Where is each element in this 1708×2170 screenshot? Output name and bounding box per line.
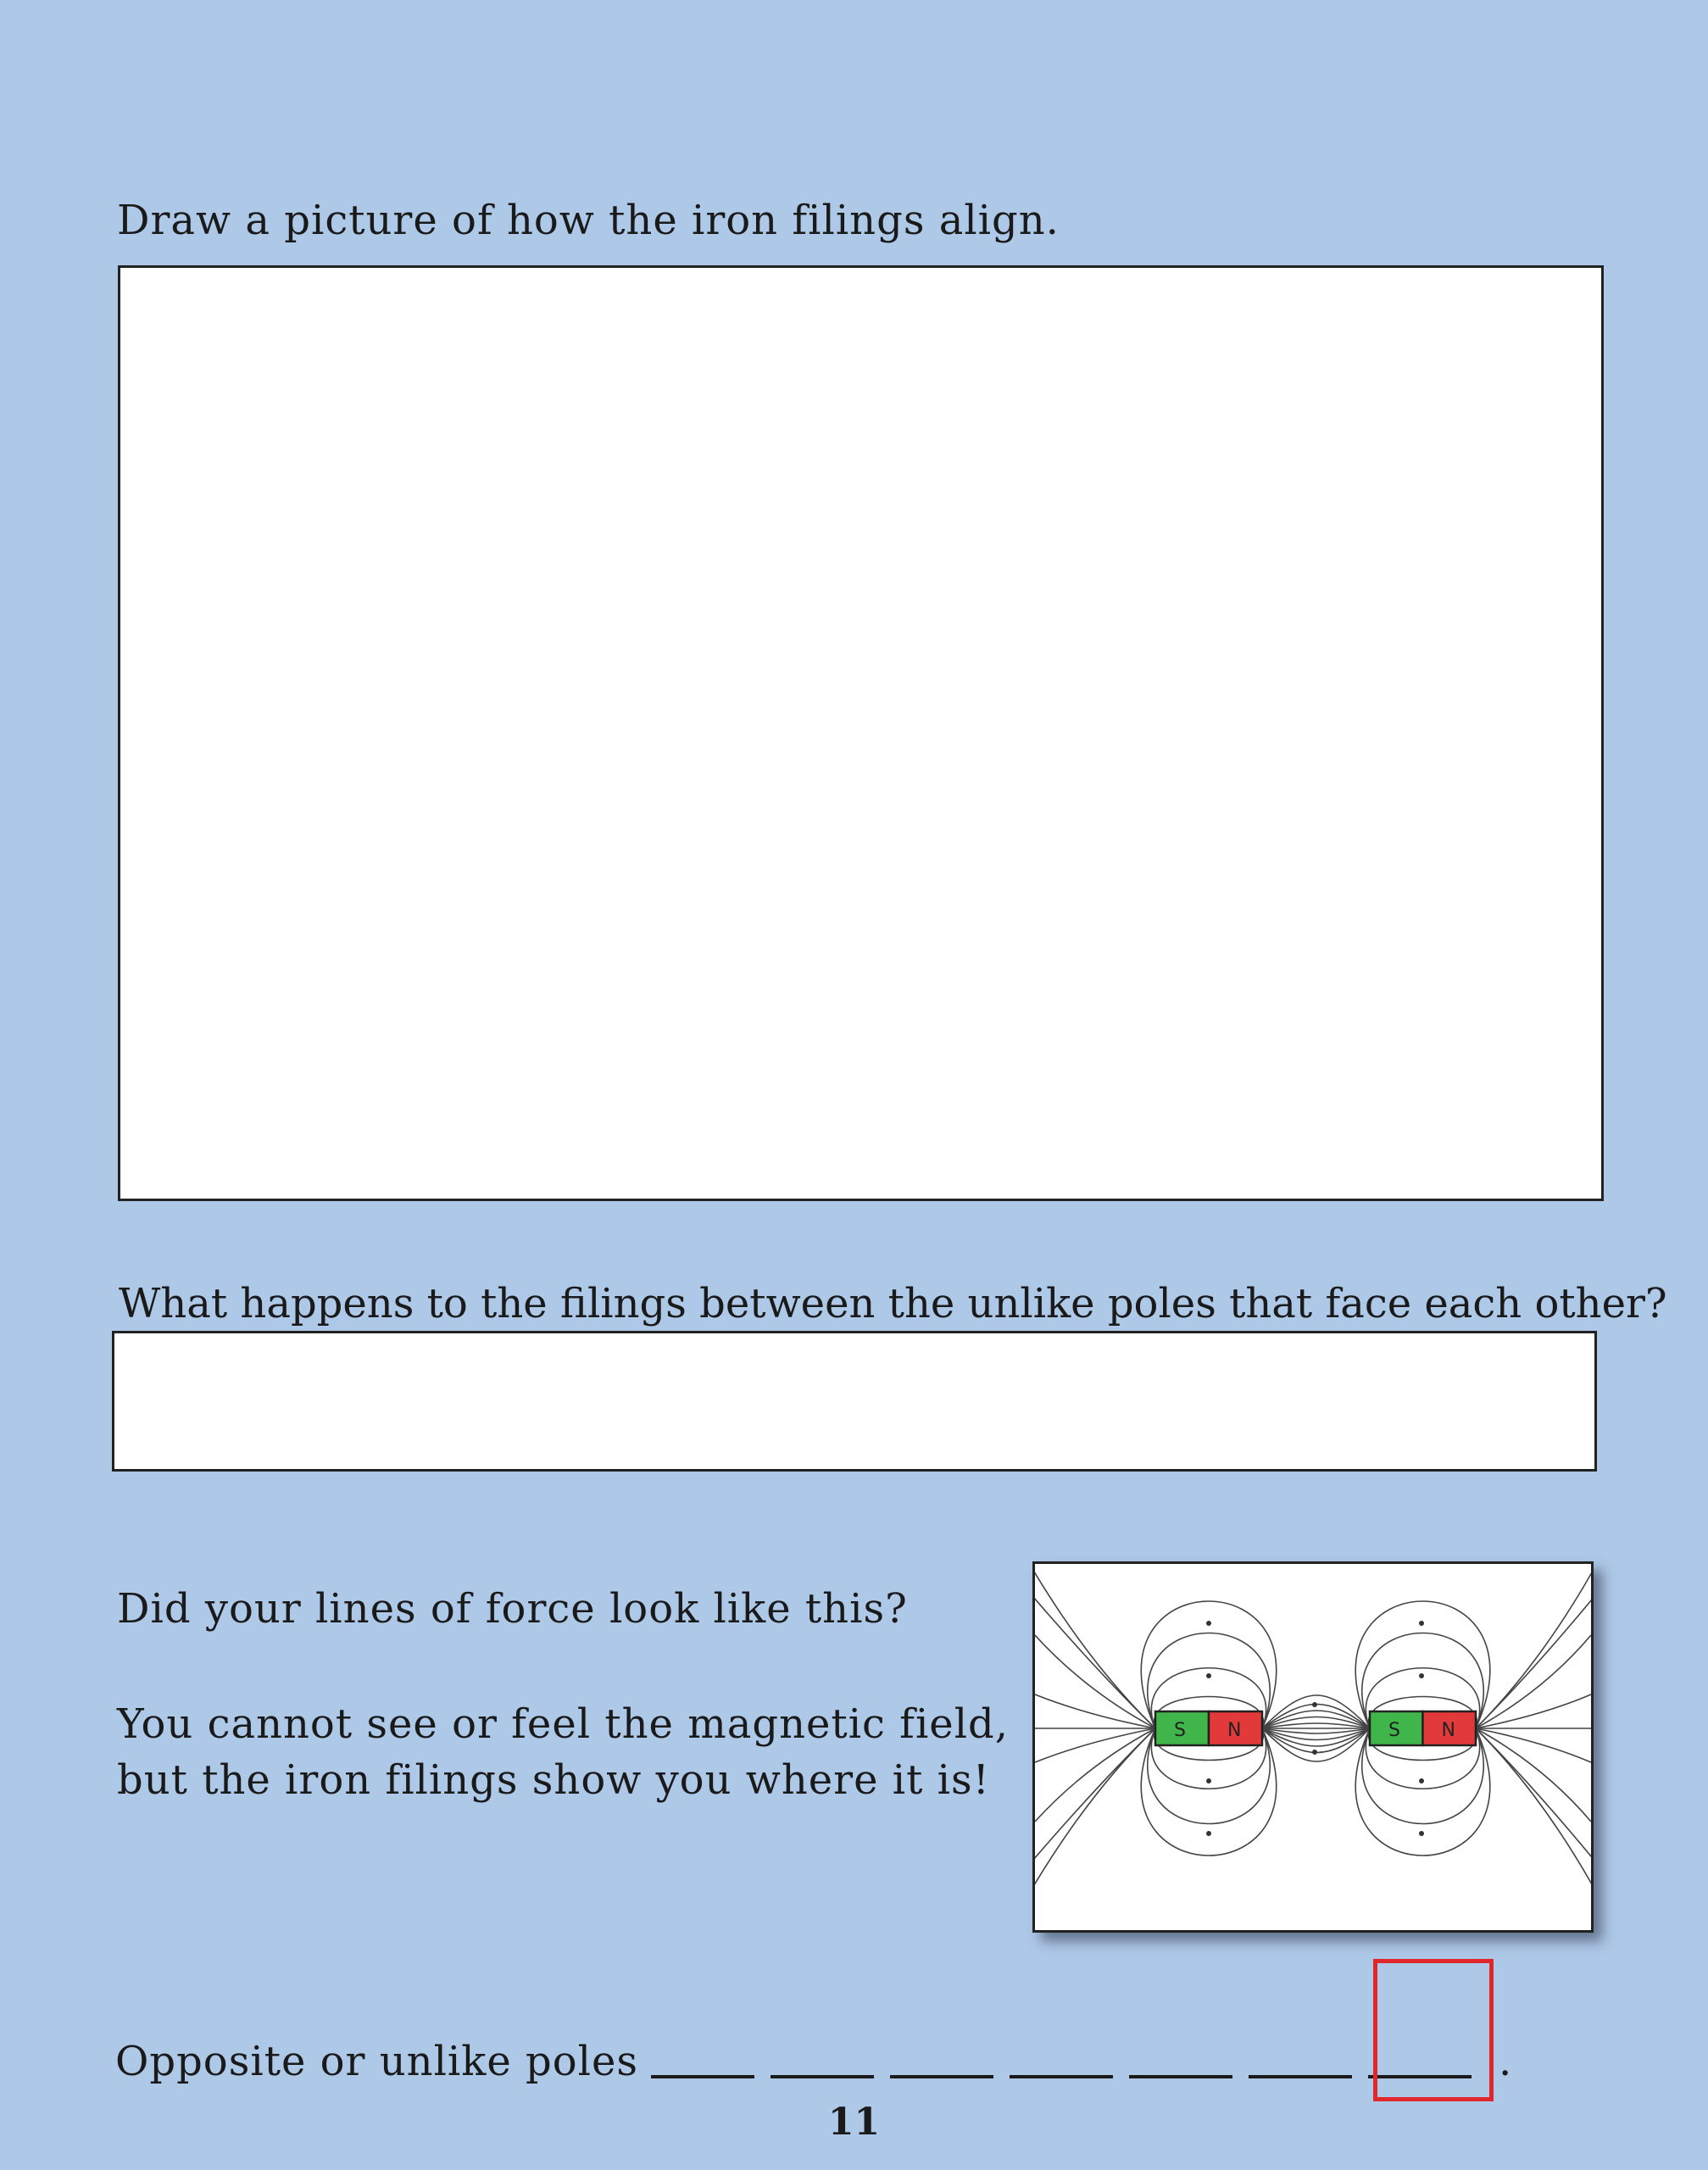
- south-pole-label-2: S: [1388, 1720, 1400, 1741]
- field-arrow-marker-10: [1312, 1750, 1317, 1755]
- letter-blank-1[interactable]: [651, 2075, 754, 2078]
- outer-left-line-8: [1035, 1728, 1155, 1898]
- magnetic-field-statement-line-2: but the iron filings show you where it is!: [117, 1756, 990, 1804]
- between-line-bottom-1: [1262, 1728, 1370, 1733]
- field-arrow-marker-5: [1206, 1621, 1211, 1626]
- field-arrow-marker-9: [1312, 1702, 1317, 1707]
- south-pole-label-1: S: [1174, 1720, 1186, 1741]
- letter-blank-5[interactable]: [1129, 2075, 1232, 2078]
- field-arrow-marker-6: [1206, 1831, 1211, 1836]
- between-line-top-1: [1262, 1723, 1370, 1728]
- outer-right-line-8: [1476, 1728, 1591, 1898]
- unlike-poles-question: What happens to the filings between the unlike poles that face each other?: [119, 1280, 1667, 1327]
- field-arrow-marker-2: [1206, 1778, 1211, 1783]
- page-number: 11: [827, 2100, 881, 2144]
- letter-blank-2[interactable]: [771, 2075, 874, 2078]
- magnetic-field-statement-line-1: You cannot see or feel the magnetic field,: [117, 1700, 1010, 1748]
- outer-left-line-1: [1035, 1564, 1155, 1728]
- outer-left-line-2: [1035, 1564, 1155, 1728]
- letter-blank-3[interactable]: [890, 2075, 993, 2078]
- outer-left-line-4: [1035, 1694, 1155, 1728]
- field-arrow-marker-8: [1419, 1831, 1424, 1836]
- field-loop-bottom-2-4: [1355, 1728, 1490, 1856]
- field-arrow-marker-3: [1419, 1673, 1424, 1678]
- field-arrow-marker-4: [1419, 1778, 1424, 1783]
- outer-right-line-7: [1476, 1728, 1591, 1898]
- lines-of-force-question: Did your lines of force look like this?: [117, 1585, 908, 1633]
- bar-magnet-2: [1370, 1711, 1476, 1745]
- field-loop-top-2-4: [1355, 1601, 1490, 1728]
- letter-blank-4[interactable]: [1010, 2075, 1113, 2078]
- letter-blank-6[interactable]: [1249, 2075, 1352, 2078]
- outer-right-line-1: [1476, 1564, 1591, 1728]
- fill-in-sentence: Opposite or unlike poles: [115, 2038, 639, 2085]
- outer-left-line-7: [1035, 1728, 1155, 1898]
- north-pole-label-2: N: [1441, 1720, 1455, 1741]
- field-arrow-marker-7: [1419, 1621, 1424, 1626]
- field-loop-top-1-4: [1141, 1601, 1277, 1728]
- field-arrow-marker-1: [1206, 1673, 1211, 1678]
- field-loop-bottom-1-4: [1141, 1728, 1277, 1856]
- outer-left-line-5: [1035, 1728, 1155, 1762]
- sentence-period: .: [1499, 2038, 1512, 2085]
- answer-box[interactable]: [112, 1331, 1597, 1472]
- magnetic-field-lines-figure: [1032, 1561, 1594, 1933]
- outer-right-line-2: [1476, 1564, 1591, 1728]
- drawing-area[interactable]: [118, 265, 1604, 1201]
- north-pole-label-1: N: [1227, 1720, 1242, 1741]
- bar-magnet-1: [1155, 1711, 1262, 1745]
- highlighted-blank-box: [1373, 1959, 1494, 2101]
- draw-prompt: Draw a picture of how the iron filings align.: [117, 197, 1060, 244]
